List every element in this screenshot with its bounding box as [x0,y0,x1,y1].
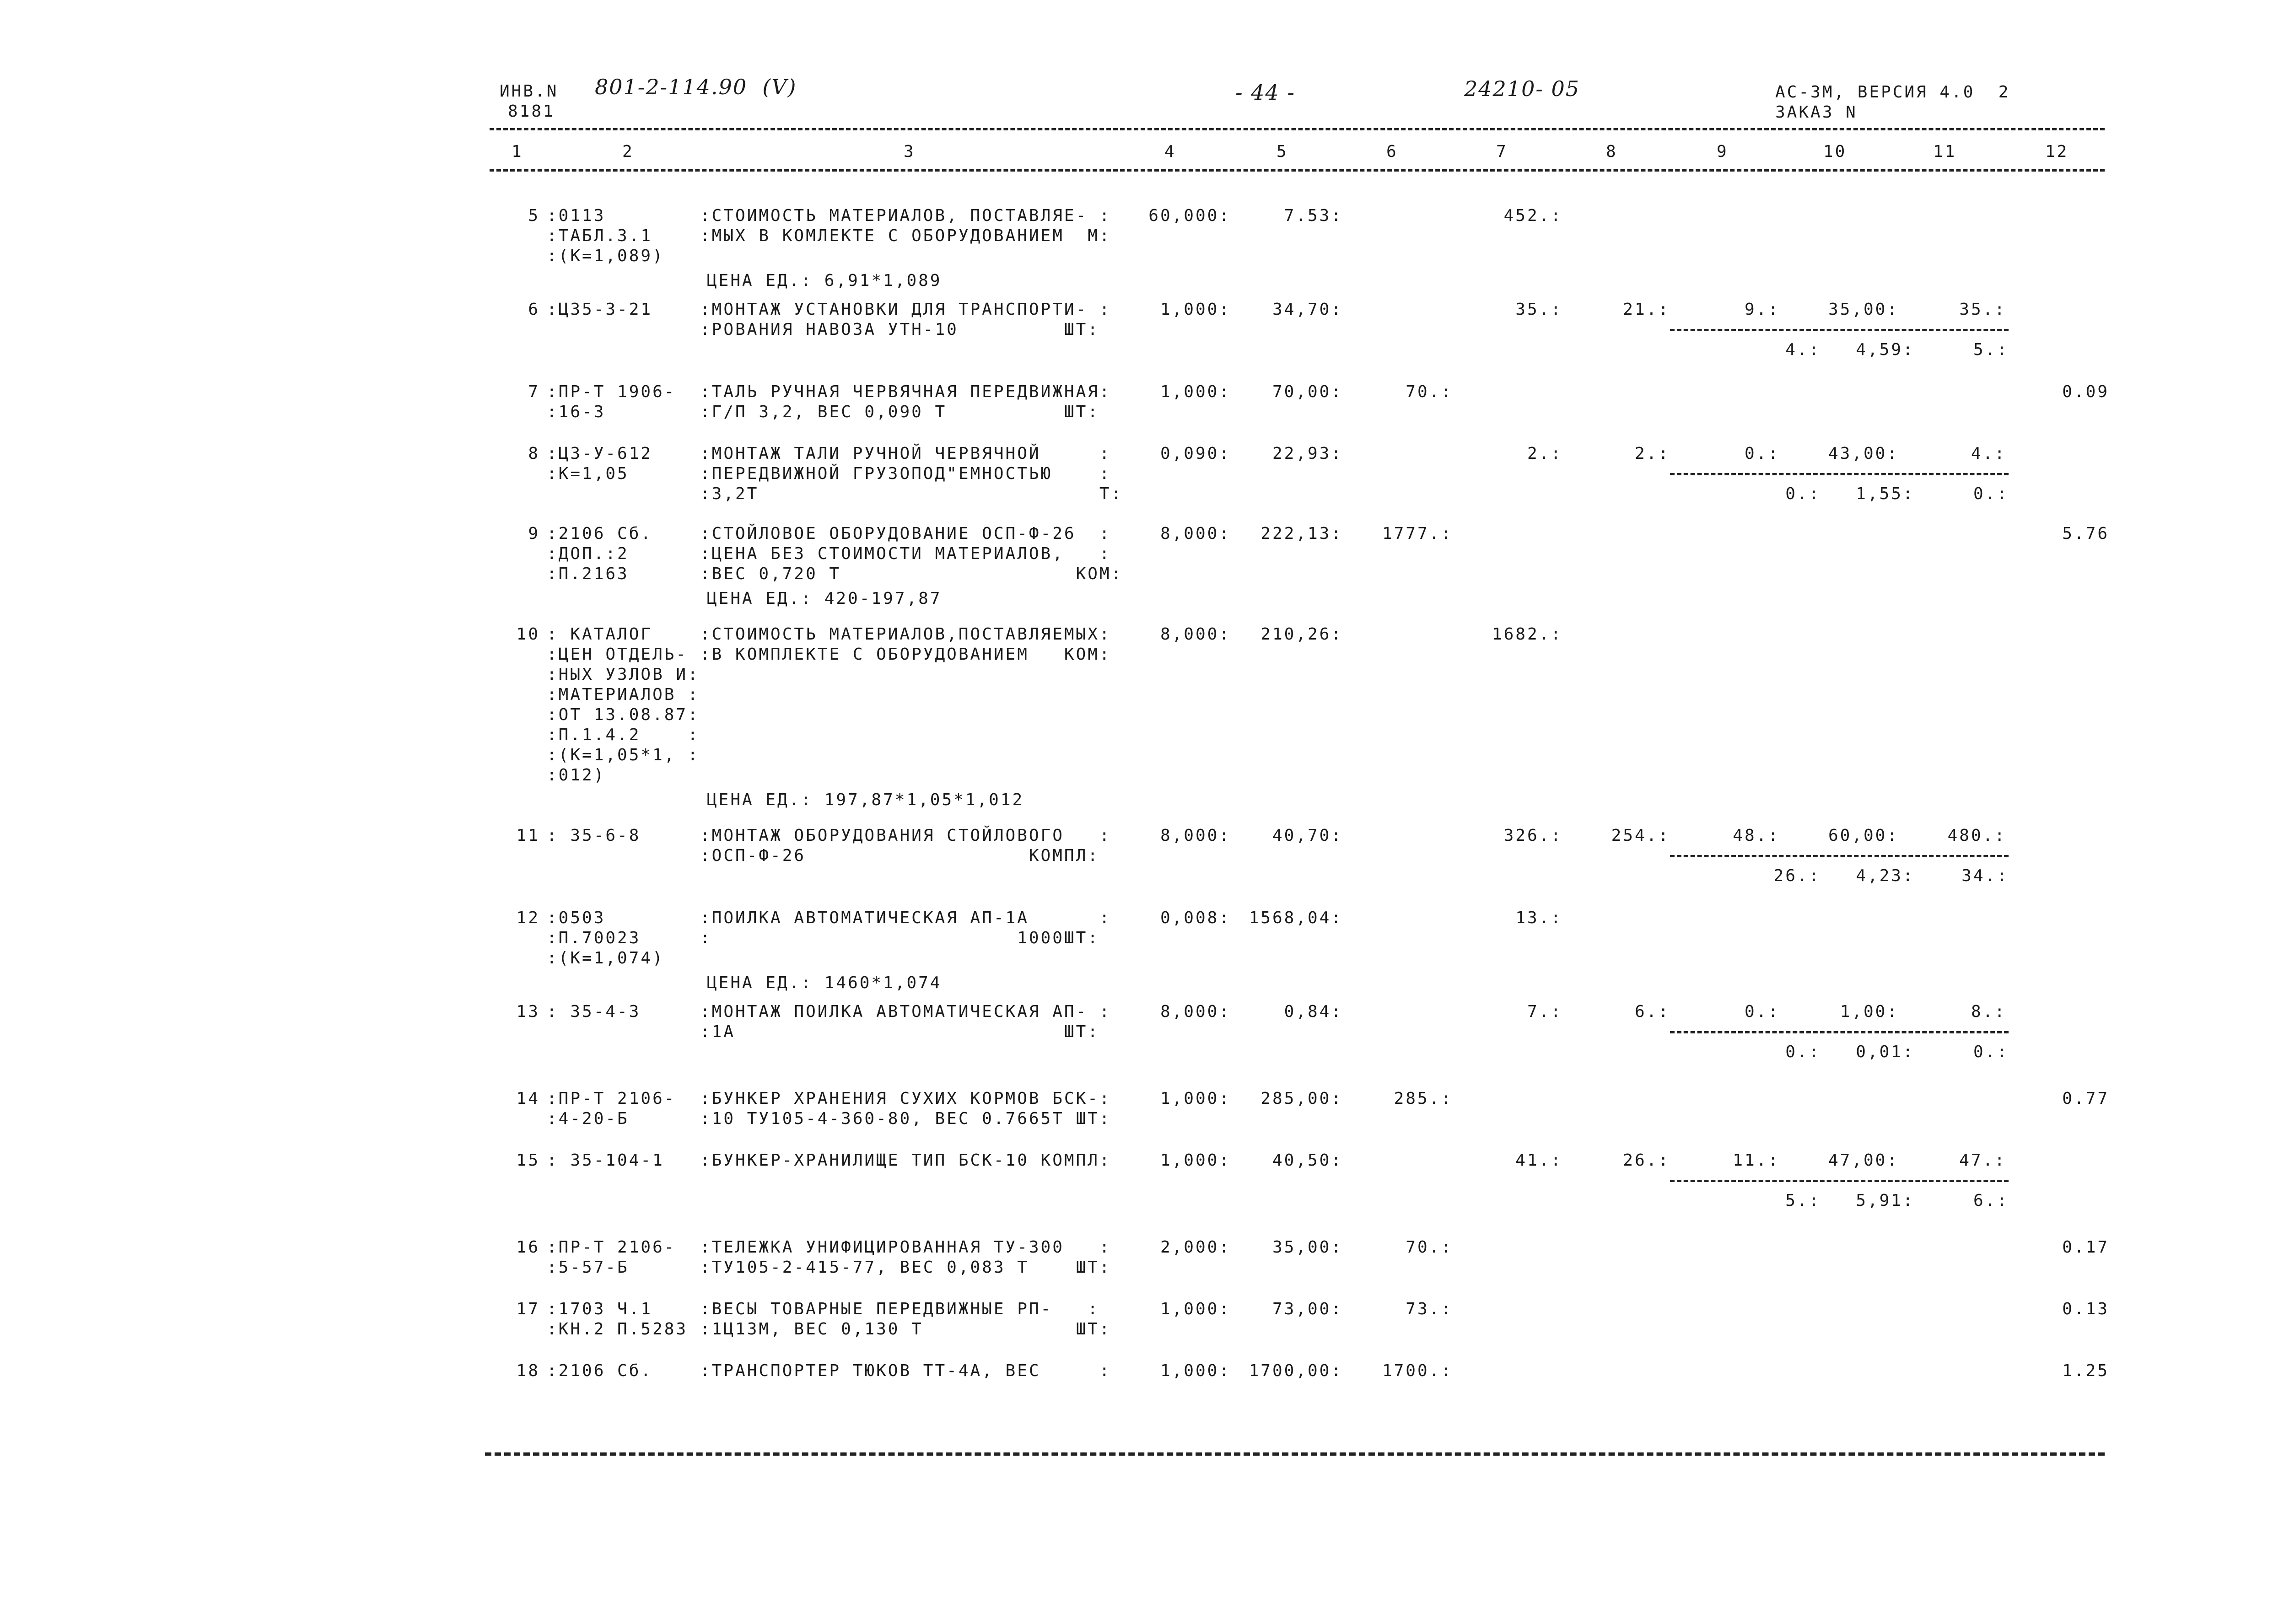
row-cell-c5: 1700,00: [1249,1361,1343,1380]
row-cell-c4: 1,000: [1160,1151,1231,1170]
row-cell-c4: 1,000: [1160,382,1231,401]
row-code-line: :012) [547,766,606,785]
row-cell-c4: 8,000: [1160,1002,1231,1021]
inventory-number: 8181 [508,102,555,121]
row-cell-c8: 2.: [1634,444,1670,463]
row-number: 16 [516,1238,540,1257]
row-cell-c6: 1700.: [1382,1361,1453,1380]
row-number: 13 [516,1002,540,1021]
row-code-line: :П.70023 [547,929,641,947]
row-description-line: : 1000ШТ: [700,929,1099,947]
sub-row-separator [1670,1180,2009,1182]
col-header-4: 4 [1164,142,1176,161]
row-number: 12 [516,909,540,927]
row-cell-c12: 0.13 [2062,1300,2109,1318]
row-cell-c12: 5.76 [2062,524,2109,543]
row-code-line: : 35-6-8 [547,826,641,845]
row-cell-c12: 0.09 [2062,382,2109,401]
row-code-line: :ПР-Т 2106- [547,1238,676,1257]
row-number: 9 [528,524,540,543]
row-description-line: :ОСП-Ф-26 КОМПЛ: [700,846,1099,865]
row-description-line: :ТЕЛЕЖКА УНИФИЦИРОВАННАЯ ТУ-300 : [700,1238,1111,1257]
row-number: 8 [528,444,540,463]
row-description-line: :В КОМПЛЕКТЕ С ОБОРУДОВАНИЕМ КОМ: [700,645,1111,664]
row-number: 5 [528,206,540,225]
row-code-line: :ПР-Т 1906- [547,382,676,401]
row-code-line: : 35-104-1 [547,1151,664,1170]
col-header-5: 5 [1277,142,1288,161]
row-unit-price-note: ЦЕНА ЕД.: 6,91*1,089 [707,271,942,290]
row-cell-c8: 26.: [1623,1151,1670,1170]
row-sub-values: 4.: 4,59: 5.: [1785,340,2009,359]
row-code-line: :16-3 [547,403,606,421]
inventory-label: ИНВ.N [500,82,559,101]
row-code-line: :П.1.4.2 : [547,726,700,744]
row-code-line: :ДОП.:2 [547,544,629,563]
row-description-line: :СТОИМОСТЬ МАТЕРИАЛОВ, ПОСТАВЛЯЕ- : [700,206,1111,225]
row-cell-c4: 0,090: [1160,444,1231,463]
row-description-line: :БУНКЕР-ХРАНИЛИЩЕ ТИП БСК-10 КОМПЛ: [700,1151,1111,1170]
row-description-line: :СТОИМОСТЬ МАТЕРИАЛОВ,ПОСТАВЛЯЕМЫХ: [700,625,1111,644]
row-description-line: :МЫХ В КОМЛЕКТЕ С ОБОРУДОВАНИЕМ М: [700,226,1111,245]
row-cell-c7: 1682.: [1492,625,1562,644]
row-cell-c12: 0.77 [2062,1089,2109,1108]
col-header-2: 2 [622,142,634,161]
row-code-line: :2106 Сб. [547,524,653,543]
row-cell-c5: 35,00: [1272,1238,1343,1257]
row-cell-c5: 73,00: [1272,1300,1343,1318]
row-number: 17 [516,1300,540,1318]
row-cell-c11: 8.: [1971,1002,2006,1021]
row-number: 7 [528,382,540,401]
row-cell-c5: 210,26: [1261,625,1343,644]
row-code-line: :КН.2 П.5283 [547,1320,688,1339]
col-header-10: 10 [1823,142,1847,161]
row-code-line: :Ц35-3-21 [547,300,653,319]
row-code-line: :ПР-Т 2106- [547,1089,676,1108]
row-code-line: : КАТАЛОГ [547,625,653,644]
row-cell-c5: 222,13: [1261,524,1343,543]
row-cell-c5: 1568,04: [1249,909,1343,927]
row-cell-c7: 326.: [1503,826,1562,845]
row-code-line: :(К=1,05*1, : [547,746,700,764]
row-cell-c5: 285,00: [1261,1089,1343,1108]
row-description-line: :3,2Т Т: [700,484,1123,503]
row-cell-c9: 11.: [1733,1151,1780,1170]
row-cell-c4: 8,000: [1160,826,1231,845]
row-cell-c4: 8,000: [1160,524,1231,543]
row-cell-c9: 48.: [1733,826,1780,845]
sub-row-separator [1670,329,2009,331]
row-cell-c7: 41.: [1515,1151,1562,1170]
row-unit-price-note: ЦЕНА ЕД.: 197,87*1,05*1,012 [707,790,1024,809]
row-description-line: :СТОЙЛОВОЕ ОБОРУДОВАНИЕ ОСП-Ф-26 : [700,524,1111,543]
row-sub-values: 0.: 0,01: 0.: [1785,1043,2009,1061]
order-label: ЗАКАЗ N [1775,103,1858,122]
row-cell-c10: 35,00: [1828,300,1899,319]
row-cell-c10: 60,00: [1828,826,1899,845]
row-sub-values: 26.: 4,23: 34.: [1773,866,2009,885]
row-code-line: :ЦЕН ОТДЕЛЬ- [547,645,688,664]
row-description-line: :ТУ105-2-415-77, ВЕС 0,083 Т ШТ: [700,1258,1111,1277]
header-rule-top [490,128,2105,130]
version-label: АС-3М, ВЕРСИЯ 4.0 2 [1775,83,2010,102]
row-unit-price-note: ЦЕНА ЕД.: 1460*1,074 [707,973,942,992]
row-cell-c8: 254.: [1611,826,1670,845]
page-number: - 44 - [1235,80,1295,105]
col-header-1: 1 [512,142,523,161]
row-description-line: :БУНКЕР ХРАНЕНИЯ СУХИХ КОРМОВ БСК-: [700,1089,1111,1108]
col-header-7: 7 [1496,142,1508,161]
row-cell-c4: 1,000: [1160,1361,1231,1380]
bottom-dashed-rule [485,1452,2105,1456]
row-code-line: :Ц3-У-612 [547,444,653,463]
row-code-line: :К=1,05 [547,464,629,483]
col-header-3: 3 [904,142,916,161]
sub-row-separator [1670,473,2009,475]
row-cell-c9: 0.: [1744,1002,1780,1021]
row-description-line: :Г/П 3,2, ВЕС 0,090 Т ШТ: [700,403,1099,421]
row-cell-c6: 73.: [1406,1300,1453,1318]
row-code-line: :2106 Сб. [547,1361,653,1380]
col-header-6: 6 [1386,142,1398,161]
row-description-line: :МОНТАЖ ОБОРУДОВАНИЯ СТОЙЛОВОГО : [700,826,1111,845]
row-code-line: :МАТЕРИАЛОВ : [547,685,700,704]
row-number: 14 [516,1089,540,1108]
row-cell-c7: 2.: [1527,444,1562,463]
row-description-line: :ВЕСЫ ТОВАРНЫЕ ПЕРЕДВИЖНЫЕ РП- : [700,1300,1099,1318]
row-cell-c5: 40,50: [1272,1151,1343,1170]
row-description-line: :МОНТАЖ ТАЛИ РУЧНОЙ ЧЕРВЯЧНОЙ : [700,444,1111,463]
row-code-line: :П.2163 [547,565,629,583]
row-cell-c8: 21.: [1623,300,1670,319]
document-code: 801-2-114.90 (Ⅴ) [595,75,797,99]
row-description-line: :ТАЛЬ РУЧНАЯ ЧЕРВЯЧНАЯ ПЕРЕДВИЖНАЯ: [700,382,1111,401]
row-code-line: :0503 [547,909,606,927]
row-description-line: :10 ТУ105-4-360-80, ВЕС 0.7665Т ШТ: [700,1109,1111,1128]
sub-row-separator [1670,855,2009,857]
row-number: 18 [516,1361,540,1380]
row-sub-values: 5.: 5,91: 6.: [1785,1191,2009,1210]
row-code-line: :4-20-Б [547,1109,629,1128]
row-description-line: :1А ШТ: [700,1022,1099,1041]
row-cell-c6: 1777.: [1382,524,1453,543]
row-cell-c8: 6.: [1634,1002,1670,1021]
row-description-line: :ТРАНСПОРТЕР ТЮКОВ ТТ-4А, ВЕС : [700,1361,1111,1380]
row-cell-c5: 22,93: [1272,444,1343,463]
row-cell-c6: 70.: [1406,382,1453,401]
row-cell-c4: 1,000: [1160,300,1231,319]
row-description-line: :МОНТАЖ УСТАНОВКИ ДЛЯ ТРАНСПОРТИ- : [700,300,1111,319]
row-description-line: :ЦЕНА БЕЗ СТОИМОСТИ МАТЕРИАЛОВ, : [700,544,1111,563]
col-header-11: 11 [1933,142,1957,161]
col-header-12: 12 [2045,142,2069,161]
sub-row-separator [1670,1031,2009,1033]
row-cell-c4: 0,008: [1160,909,1231,927]
row-sub-values: 0.: 1,55: 0.: [1785,484,2009,503]
row-cell-c9: 9.: [1744,300,1780,319]
row-cell-c10: 1,00: [1840,1002,1899,1021]
row-cell-c5: 34,70: [1272,300,1343,319]
row-cell-c9: 0.: [1744,444,1780,463]
row-unit-price-note: ЦЕНА ЕД.: 420-197,87 [707,589,942,608]
row-code-line: :ОТ 13.08.87: [547,705,700,724]
row-cell-c11: 4.: [1971,444,2006,463]
row-cell-c10: 43,00: [1828,444,1899,463]
row-cell-c5: 70,00: [1272,382,1343,401]
row-description-line: :1Ц13М, ВЕС 0,130 Т ШТ: [700,1320,1111,1339]
row-description-line: :ПЕРЕДВИЖНОЙ ГРУЗОПОД"ЕМНОСТЬЮ : [700,464,1111,483]
row-cell-c5: 7.53: [1284,206,1343,225]
row-cell-c5: 0,84: [1284,1002,1343,1021]
row-cell-c4: 1,000: [1160,1300,1231,1318]
row-cell-c4: 8,000: [1160,625,1231,644]
header-rule-bottom [490,169,2105,172]
row-cell-c5: 40,70: [1272,826,1343,845]
row-number: 6 [528,300,540,319]
row-cell-c7: 35.: [1515,300,1562,319]
row-code-line: :ТАБЛ.3.1 [547,226,653,245]
row-description-line: :РОВАНИЯ НАВОЗА УТН-10 ШТ: [700,320,1099,339]
row-cell-c6: 70.: [1406,1238,1453,1257]
row-number: 10 [516,625,540,644]
row-code-line: :1703 Ч.1 [547,1300,653,1318]
row-description-line: :МОНТАЖ ПОИЛКА АВТОМАТИЧЕСКАЯ АП- : [700,1002,1111,1021]
row-cell-c4: 60,000: [1148,206,1231,225]
row-cell-c4: 1,000: [1160,1089,1231,1108]
row-cell-c11: 480.: [1947,826,2006,845]
row-code-line: :0113 [547,206,606,225]
row-cell-c10: 47,00: [1828,1151,1899,1170]
row-number: 11 [516,826,540,845]
row-code-line: :НЫХ УЗЛОВ И: [547,665,700,684]
row-description-line: :ВЕС 0,720 Т КОМ: [700,565,1123,583]
col-header-8: 8 [1606,142,1618,161]
col-header-9: 9 [1717,142,1729,161]
row-code-line: :(К=1,089) [547,247,664,265]
row-number: 15 [516,1151,540,1170]
row-code-line: : 35-4-3 [547,1002,641,1021]
row-cell-c6: 285.: [1394,1089,1453,1108]
row-cell-c12: 1.25 [2062,1361,2109,1380]
row-cell-c7: 13.: [1515,909,1562,927]
row-code-line: :5-57-Б [547,1258,629,1277]
row-code-line: :(К=1,074) [547,949,664,968]
row-cell-c7: 7.: [1527,1002,1562,1021]
row-cell-c4: 2,000: [1160,1238,1231,1257]
row-cell-c11: 35.: [1959,300,2006,319]
row-cell-c7: 452.: [1503,206,1562,225]
row-description-line: :ПОИЛКА АВТОМАТИЧЕСКАЯ АП-1А : [700,909,1111,927]
row-cell-c12: 0.17 [2062,1238,2109,1257]
reference-code: 24210- 05 [1464,76,1580,101]
row-cell-c11: 47.: [1959,1151,2006,1170]
